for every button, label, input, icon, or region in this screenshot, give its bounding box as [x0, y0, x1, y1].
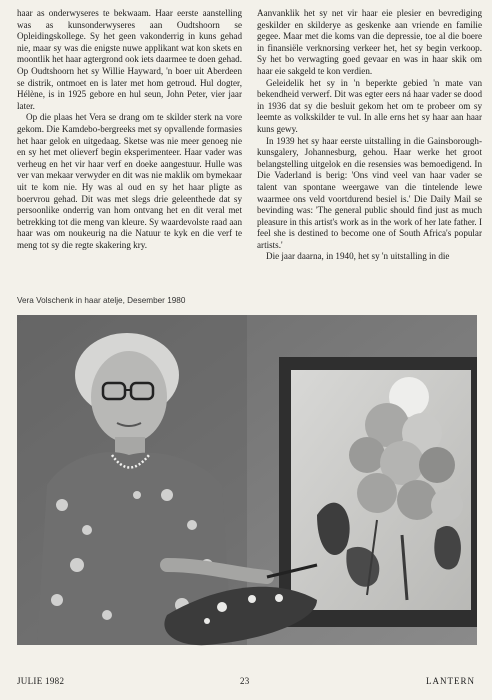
- article-column-left: [17, 8, 242, 328]
- paragraph: haar as onderwyseres te bekwaam. Haar eerste aanstelling was as kunsonderwyseres aan Oudtshoorn se Opleidingskollege. Sy het geen vakonderrig in kuns gehad nie, maar sy was die enigste nuwe applikant wat kon skets en moontlik het haar agtergrond ook iets daarmee te doen gehad. Op Oudtshoorn het sy Willie Hayward, 'n boer uit Aberdeen se distrik, ontmoet en is later met hom getroud. Hul dogter, Hélène, is in 1925 gebore en hul seun, John Peter, vier jaar later.: [17, 8, 242, 111]
- paragraph: Geleidelik het sy in 'n beperkte gebied 'n mate van bekendheid verwerf. Dit was egter eers ná haar vader se dood in 1936 dat sy die besluit gekom het om te probeer om sy leemte as volkskilder te vul. In alle erns het sy haar aan haar kuns gewy.: [257, 77, 482, 134]
- photo-illustration: [17, 315, 477, 645]
- artist-photo: [17, 315, 477, 645]
- paragraph: Die jaar daarna, in 1940, het sy 'n uitstalling in die: [266, 251, 450, 262]
- issue-date: JULIE 1982: [17, 676, 65, 686]
- paragraph: Aanvanklik het sy net vir haar eie plesier en bevrediging geskilder en skilderye as geskenke aan vriende en familie gegee. Maar met die koms van die depressie, toe al die boere in finansiële verknorsing verkeer het, het sy begin verkoop. Sy het bo verwagting goed gevaar en was in haar skik om haar eie sakgeld te kon verdien.: [257, 8, 482, 76]
- paragraph: Op die plaas het Vera se drang om te skilder sterk na vore gekom. Die Kamdebo-bergreeks met sy opvallende formasies het haar gelok en uitgedaag. Sketse was nie meer genoeg nie en sy het met olieverf begin eksperimenteer. Haar vader was verheug en het vir haar verf en doeke aangestuur. Hulle was ver van mekaar verwyder en dit was nie maklik om bymekaar uit te kom nie. Hy was al oud en sy het haar pligte as boervrou gehad. Dit was met slegs drie geleenthede dat sy persoonlike onderrig van hom ontvang het en dit veral met betrekking tot die meng van kleure. Sy waardevolste raad aan haar was om noukeurig na die Natuur te kyk en die verf te meng tot sy die regte skakering kry.: [17, 112, 242, 250]
- page-number: 23: [240, 676, 250, 686]
- magazine-name: LANTERN: [426, 676, 475, 686]
- article-column-right: [257, 8, 482, 262]
- paragraph: In 1939 het sy haar eerste uitstalling in die Gainsborough-kunsgalery, Johannesburg, gehou. Haar werke het groot belangstelling uitgelok en die resensies was bemoedigend. In Die Vaderland is berig: 'Ons vind veel van haar vader se talent van spontane weergawe van die tintelende lewe waarmee ons veld voortdurend besiel is.' Die Daily Mail se bevinding was: 'The general public should find just as much pleasure in this artist's work as in the work of her late father. I feel she is destined to become one of South Africa's popular artists.': [257, 135, 482, 250]
- photo-caption: Vera Volschenk in haar atelje, Desember 1980: [17, 296, 186, 305]
